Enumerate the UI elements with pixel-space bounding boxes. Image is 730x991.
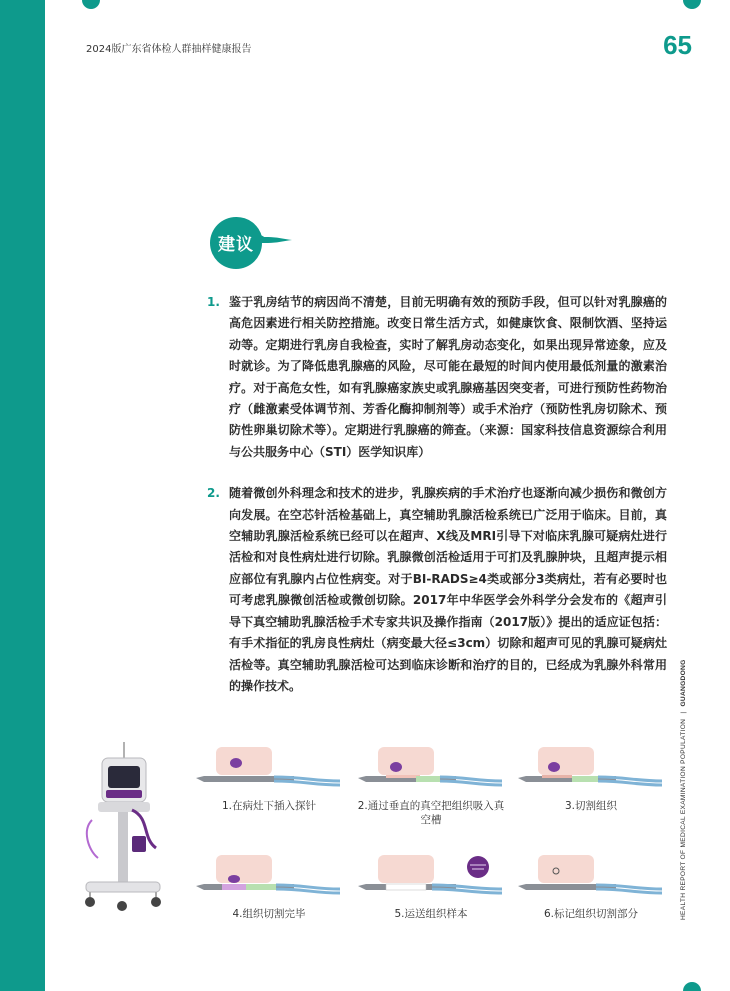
step-label: 6.标记组织切割部分 [543, 908, 639, 920]
decor-dot-top-left [82, 0, 100, 9]
item-text: 鉴于乳房结节的病因尚不清楚，目前无明确有效的预防手段，但可以针对乳腺癌的高危因素进行相关防控措施。改变日常生活方式，如健康饮食、限制饮酒、坚持运动等。定期进行乳房自我检查，实时了解乳房动态变化，如果出现异常迹象，应及时就诊。为了降低患乳腺癌的风险，尽可能在最短的时间内使用最低剂量的激素治疗。对于高危女性，如有乳腺癌家族史或乳腺癌基因突变者，可进行预防性药物治疗（雌激素受体调节剂、芳香化酶抑制剂等）或手术治疗（预防性乳房切除术、预防性卵巢切除术等）。定期进行乳腺癌的筛查。（来源：国家科技信息资源综合利用与公共服务中心（STI）医学知识库） [229, 295, 667, 459]
list-item [207, 483, 667, 697]
probe-insert-diagram [194, 745, 344, 795]
side-running-title [680, 660, 687, 920]
vacuum-suction-diagram [356, 745, 506, 795]
tissue-cut-diagram [516, 745, 666, 795]
decor-dot-bottom-right [683, 982, 701, 991]
side-title-text: HEALTH REPORT OF MEDICAL EXAMINATION POPULATION [680, 718, 687, 920]
item-number: 2. [207, 486, 220, 501]
step-label: 4.组织切割完毕 [232, 908, 306, 920]
section-title: 建议 [218, 235, 254, 255]
left-color-band [0, 0, 45, 991]
step-5 [356, 853, 506, 921]
step-label: 2.通过垂直的真空把组织吸入真空槽 [357, 800, 505, 826]
step-label: 5.运送组织样本 [394, 908, 468, 920]
step-1 [194, 745, 344, 813]
recommendation-list [207, 292, 667, 717]
step-label: 3.切割组织 [564, 800, 618, 812]
decor-dot-top-right [683, 0, 701, 9]
side-separator: | [680, 711, 687, 714]
vacuum-biopsy-device-image [72, 740, 172, 920]
step-2 [356, 745, 506, 827]
sample-transport-diagram [356, 853, 506, 903]
step-6 [516, 853, 666, 921]
report-title: 2024版广东省体检人群抽样健康报告 [86, 44, 252, 55]
list-item [207, 292, 667, 463]
step-4 [194, 853, 344, 921]
side-region: GUANGDONG [680, 659, 687, 707]
item-text: 随着微创外科理念和技术的进步，乳腺疾病的手术治疗也逐渐向减少损伤和微创方向发展。在空芯针活检基础上，真空辅助乳腺活检系统已广泛用于临床。目前，真空辅助乳腺活检系统已经可以在超声、X线及MRI引导下对临床乳腺可疑病灶进行活检和对良性病灶进行切除。乳腺微创活检适用于可扪及乳腺肿块，且超声提示相应部位有乳腺内占位性病变。对于BI-RADS≥4类或部分3类病灶，若有必要时也可考虑乳腺微创活检或微创切除。2017年中华医学会外科学分会发布的《超声引导下真空辅助乳腺活检手术专家共识及操作指南（2017版）》提出的适应证包括：有手术指征的乳房良性病灶（病变最大径≤3cm）切除和超声可见的乳腺可疑病灶活检等。真空辅助乳腺活检可达到临床诊断和治疗的目的，已经成为乳腺外科常用的操作技术。 [229, 486, 667, 693]
page-number: 65 [663, 30, 692, 60]
marker-placement-diagram [516, 853, 666, 903]
cut-complete-diagram [194, 853, 344, 903]
step-label: 1.在病灶下插入探针 [221, 800, 317, 812]
step-3 [516, 745, 666, 813]
item-number: 1. [207, 295, 220, 309]
